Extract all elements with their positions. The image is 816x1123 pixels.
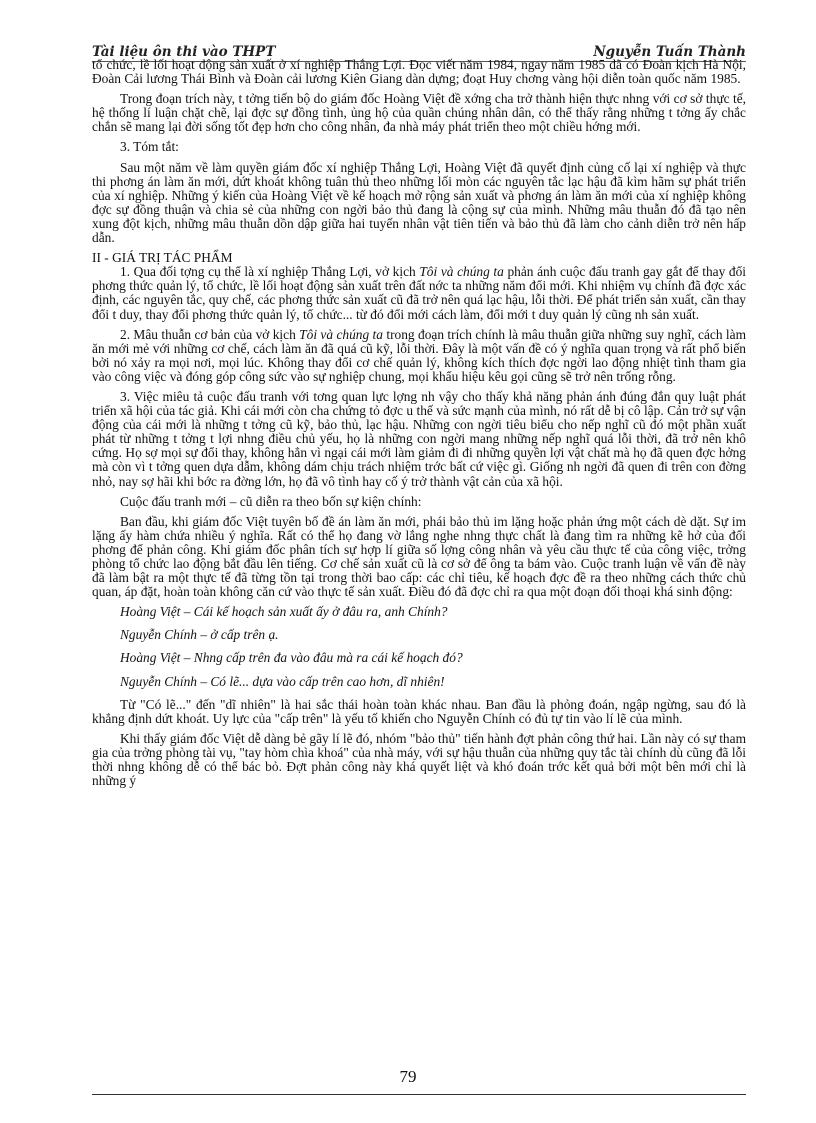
dialogue-line: Nguyễn Chính – ở cấp trên ạ.	[120, 627, 279, 643]
header-left-title: Tài liệu ôn thi vào THPT	[92, 44, 276, 60]
paragraph-value-3: 3. Việc miêu tả cuộc đấu tranh với tơng quan lực lợng nh vậy cho thấy khả năng phản ánh đúng đắn quy luật phát triển xã hội của tác giả. Khi cái mới còn cha chứng tỏ đợc u thế và sức mạnh của mình, nó rất dễ bị cô lập. Cản trở sự vận động của cái mới là những t tởng cũ kỹ, bảo thủ, lạc hậu. Những con ngời tiêu biểu cho nếp nghĩ cũ đó một phần xuất phát từ những t tởng t lợi nhng điều chủ yếu, họ là những con ngời mang những nếp nghĩ quá lỗi thời, đã trở nên khô cứng. Họ sợ mọi sự đổi thay, không hẳn vì ngại cái mới làm giảm đi đi những quyền lợi vật chất mà họ đã quen đợc hởng mà còn vì t tởng quen dựa dẫm, không dám chịu trách nhiệm trớc bất cứ việc gì. Giống nh ngời đã quen đi trên con đờng nhỏ, nay sợ hãi khi bớc ra đờng lớn, họ đã vô tình hay cố ý trở thành vật cản của xã hội.	[92, 388, 746, 489]
section-heading-value: II - GIÁ TRỊ TÁC PHẨM	[92, 250, 233, 266]
paragraph-second-event: Khi thấy giám đốc Việt dễ dàng bẻ gãy lí lẽ đó, nhóm "bảo thủ" tiến hành đợt phản công thứ hai. Lần này có sự tham gia của trởng phòng tài vụ, "tay hòm chìa khoá" của nhà máy, với sự hậu thuẫn của những quy tắc tài chính dù cũng đã lỗi thời nhng không dễ có thể bác bỏ. Đợt phản công này khá quyết liệt và khó đoán trớc kết quả bởi một bên mới chỉ là những ý	[92, 730, 746, 789]
play-title: Tôi và chúng ta	[419, 264, 504, 280]
section-heading-summary: 3. Tóm tắt:	[120, 139, 179, 155]
play-title: Tôi và chúng ta	[299, 326, 383, 342]
dialogue-line: Hoàng Việt – Cái kế hoạch sản xuất ấy ở đâu ra, anh Chính?	[120, 604, 448, 620]
text-run: 2. Mâu thuẫn cơ bản của vở kịch	[120, 326, 300, 342]
paragraph-significance: Trong đoạn trích này, t tởng tiến bộ do giám đốc Hoàng Việt đề xớng cha trở thành hiện thực nhng với cơ sở thực tế, hệ thống lí luận chặt chẽ, lại đợc sự đồng tình, ủng hộ của quần chúng nhân dân, có thể thấy rằng những t tởng ấy chắc chắn sẽ mang lại đời sống tốt đẹp hơn cho công nhân, đa nhà máy phát triển theo một chiều hớng mới.	[92, 91, 746, 135]
page-number: 79	[399, 1067, 417, 1086]
paragraph-value-2	[92, 328, 746, 384]
paragraph-value-1	[92, 265, 746, 321]
paragraph-summary: Sau một năm về làm quyền giám đốc xí nghiệp Thắng Lợi, Hoàng Việt đã quyết định củng cố lại xí nghiệp và thực thi phơng án làm ăn mới, dứt khoát không tuân thủ theo những lối mòn các nguyên tắc lạc hậu đã kìm hãm sự phát triển của xí nghiệp. Những ý kiến của Hoàng Việt về kế hoạch mở rộng sản xuất và phơng án làm ăn mới của xí nghiệp không đợc sự đồng thuận và chia sẻ của những con ngời bảo thủ đang là cộng sự của mình. Những mâu thuẫn đó đã tạo nên xung đột kịch, những mâu thuẫn dồn dập giữa hai tuyến nhân vật tiên tiến và bảo thủ đã làm cho cảnh diễn trở nên hấp dẫn.	[92, 159, 746, 246]
paragraph-four-events: Cuộc đấu tranh mới – cũ diễn ra theo bốn sự kiện chính:	[120, 493, 422, 509]
paragraph-analysis: Từ "Có lẽ..." đến "dĩ nhiên" là hai sắc thái hoàn toàn khác nhau. Ban đầu là phỏng đoán, ngập ngừng, sau đó là khẳng định dứt khoát. Uy lực của "cấp trên" là yếu tố khiến cho Nguyễn Chính có đủ tự tin vào lí lẽ của mình.	[92, 696, 746, 726]
dialogue-line: Hoàng Việt – Nhng cấp trên đa vào đâu mà ra cái kế hoạch đó?	[120, 650, 463, 666]
text-run: 1. Qua đối tợng cụ thể là xí nghiệp Thắng Lợi, vở kịch	[120, 264, 420, 280]
text-run: phản ánh cuộc đấu tranh gay gắt để thay đổi phơng thức quản lý, tổ chức, lề lối hoạt động sản xuất trên đất nớc ta những năm đổi mới. Khi nhiệm vụ chính đã đợc xác định, các nguyên tắc, quy chế, các phơng thức sản xuất cũ đã trở nên quá lạc hậu, lỗi thời. Để phát triển sản xuất, cần thay đổi t duy, thay đổi phơng thức quản lý, tổ chức... từ đó đổi mới cách làm, đổi mới t duy quản lý cũng nh sản xuất.	[92, 264, 747, 322]
dialogue-line: Nguyễn Chính – Có lẽ... dựa vào cấp trên cao hơn, dĩ nhiên!	[120, 673, 445, 689]
paragraph-first-event: Ban đầu, khi giám đốc Việt tuyên bố đề án làm ăn mới, phái bảo thủ im lặng hoặc phản ứng một cách dè dặt. Sự im lặng ấy hàm chứa nhiều ý nghĩa. Rất có thể họ đang vờ lắng nghe nhng thực chất là đang tìm ra những kẽ hở của đối phơng để phản công. Khi giám đốc phân tích sự hợp lí giữa số lợng công nhân và yêu cầu thực tế của công việc, trởng phòng tổ chức lao động bắt đầu lên tiếng. Cơ chế sản xuất cũ là cơ sở để ông ta bám vào. Cuộc tranh luận về vấn đề này đã làm bật ra một thực tế đã từng tồn tại trong thời bao cấp: các chỉ tiêu, kế hoạch đợc đề ra theo những cách thức chủ quan, áp đặt, hoàn toàn không căn cứ vào thực tế sản xuất. Điều đó đã đợc chỉ ra qua một đoạn đối thoại khá sinh động:	[92, 513, 746, 600]
page-body	[92, 58, 746, 794]
text-run: trong đoạn trích chính là mâu thuẫn giữa những suy nghĩ, cách làm ăn mới mẻ với những cơ chế, cách làm ăn đã quá cũ kỹ, lỗi thời. Đây là một vấn đề có ý nghĩa quan trọng và rất phổ biến bởi nó xảy ra mọi nơi, mọi lúc. Không thay đổi cơ chế quản lý, không kích thích đợc ngời lao động nhiệt tình tham gia vào công việc và đóng góp công sức vào sự nghiệp chung, mọi khẩu hiệu kêu gọi cũng sẽ trở nên trống rỗng.	[92, 326, 747, 384]
paragraph-continued: tổ chức, lề lối hoạt động sản xuất ở xí nghiệp Thắng Lợi. Đọc viết năm 1984, ngay năm 1985 đã có Đoàn kịch Hà Nội, Đoàn Cải lương Thái Bình và Đoàn cải lương Kiên Giang dàn dựng; đoạt Huy chơng vàng hội diễn toàn quốc năm 1985.	[92, 57, 746, 87]
footer-rule	[92, 1094, 746, 1095]
header-author: Nguyễn Tuấn Thành	[593, 44, 746, 60]
